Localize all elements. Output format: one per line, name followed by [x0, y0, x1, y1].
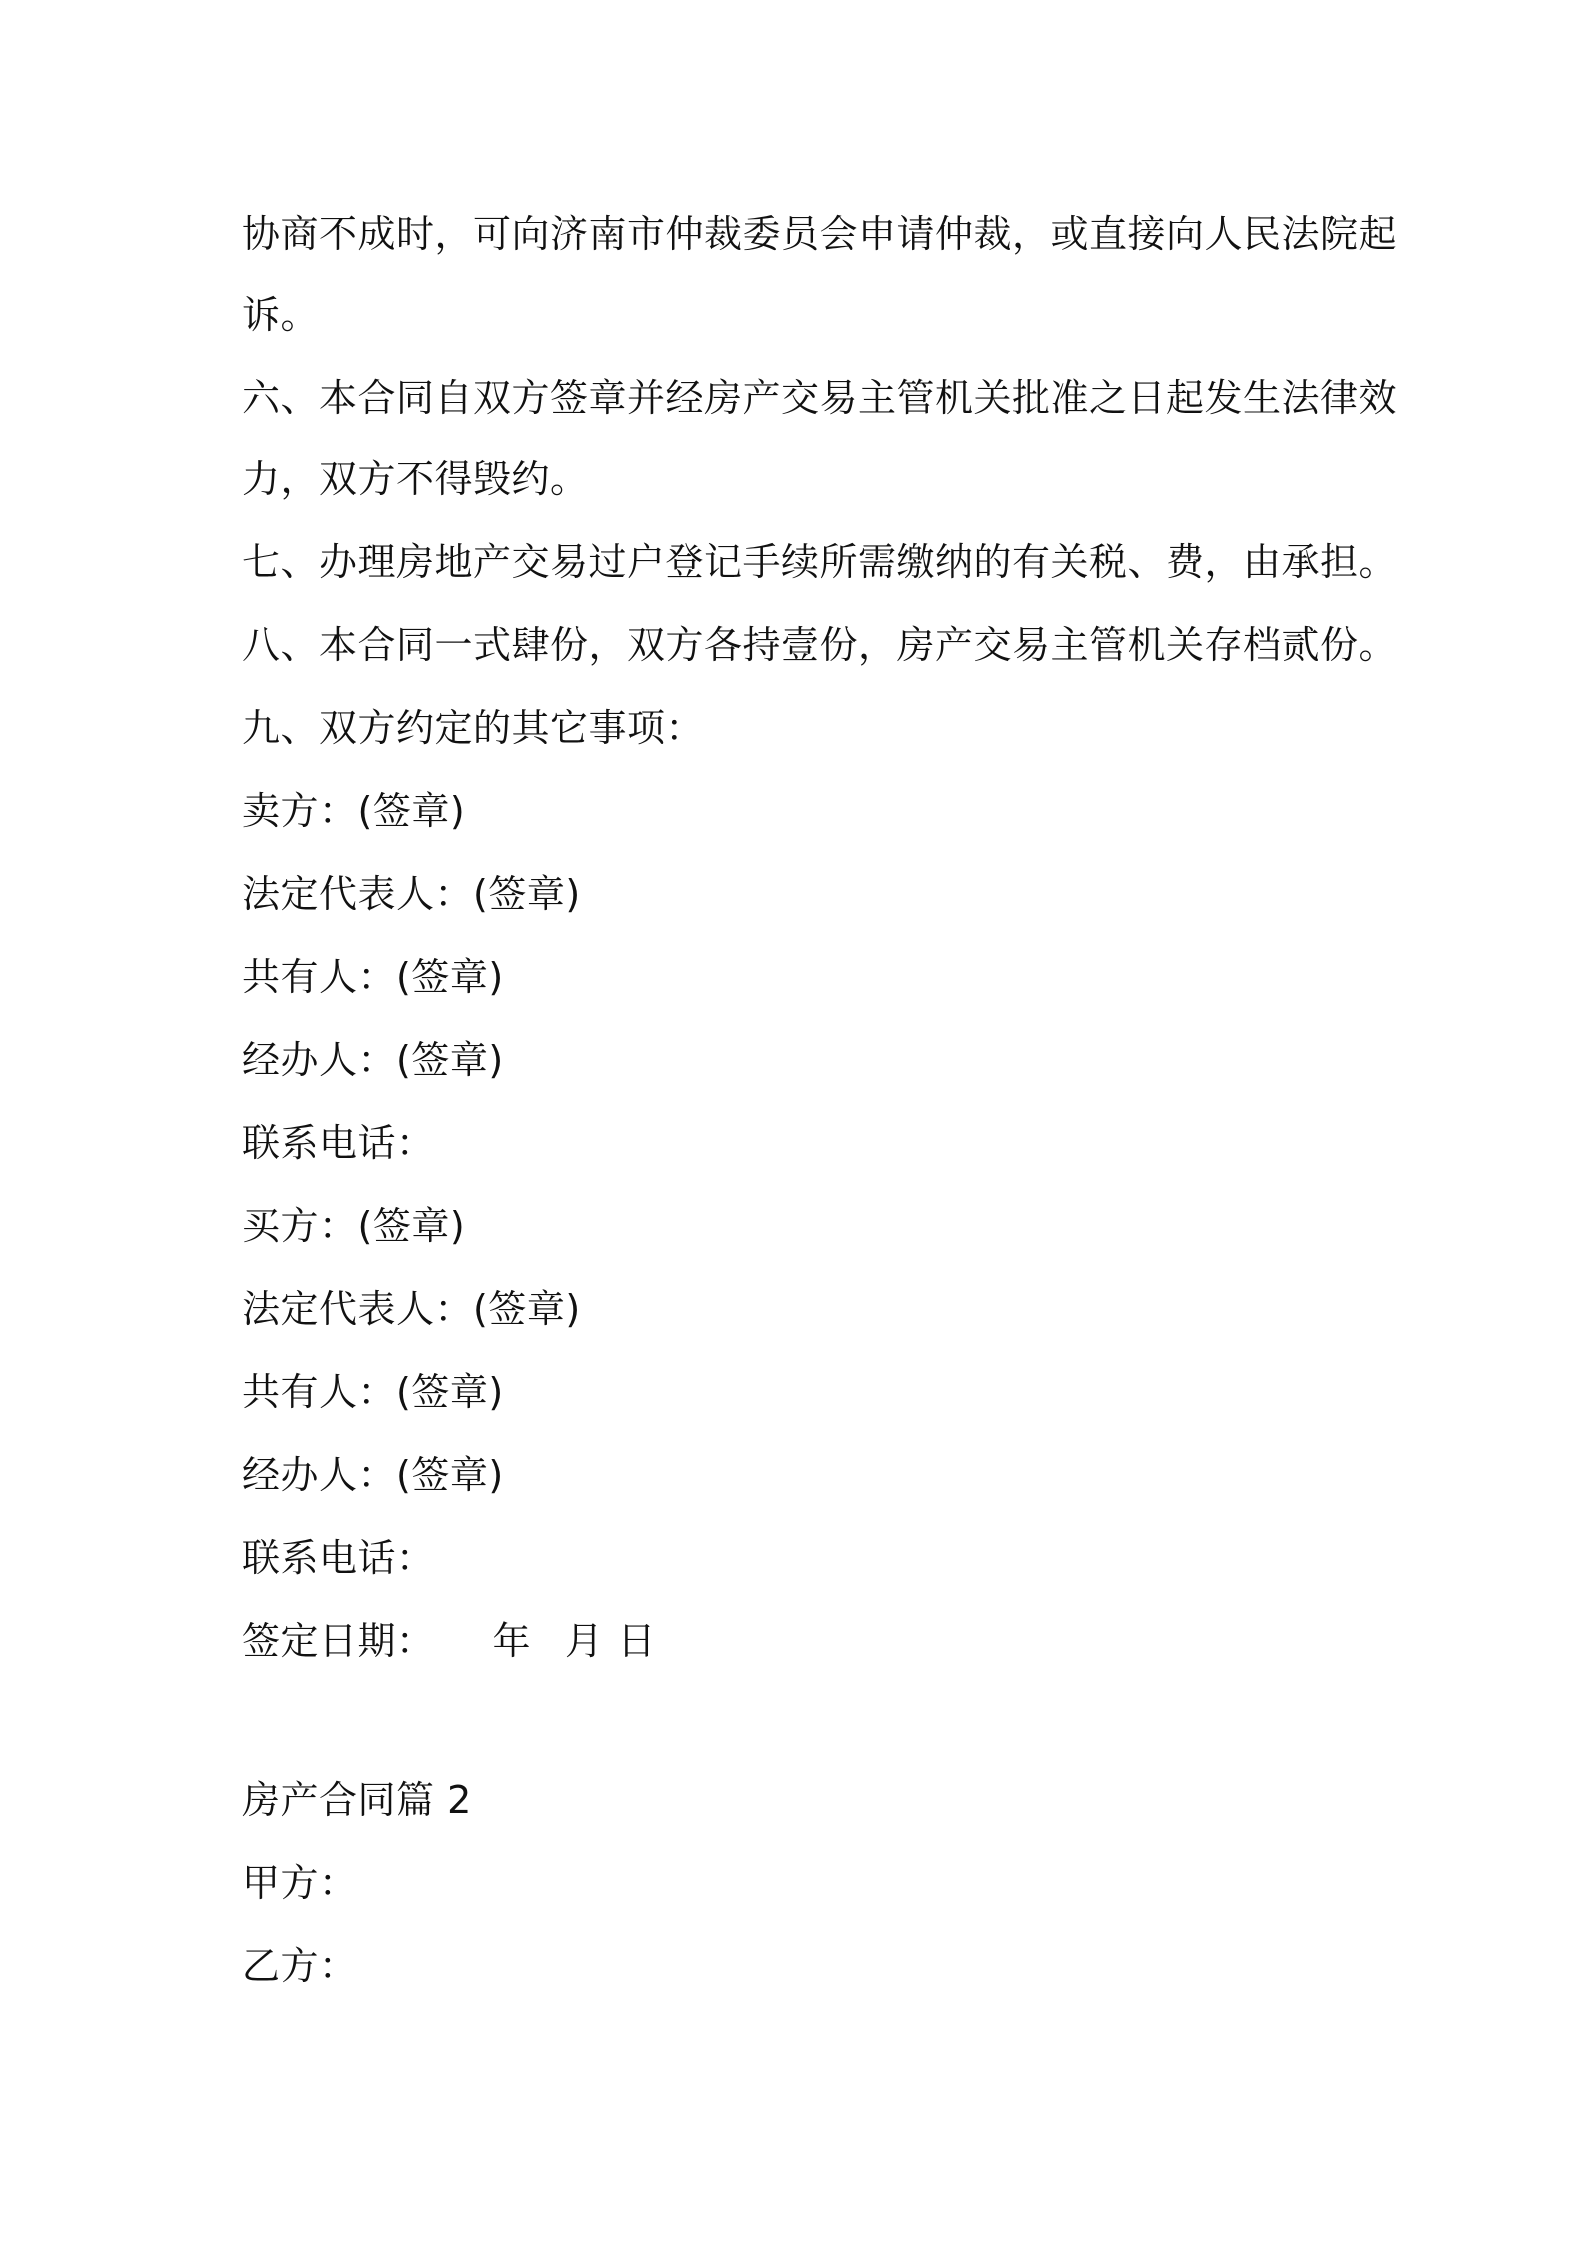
- buyer-phone: 联系电话：: [242, 1536, 435, 1580]
- party-a: 甲方：: [242, 1861, 358, 1905]
- sign-date-year: 年: [492, 1619, 532, 1663]
- buyer-signature: 买方：(签章): [242, 1204, 466, 1248]
- buyer-agent: 经办人：(签章): [242, 1453, 504, 1497]
- seller-phone: 联系电话：: [242, 1121, 435, 1165]
- seller-co-owner: 共有人：(签章): [242, 955, 504, 999]
- seller-agent: 经办人：(签章): [242, 1038, 504, 1082]
- clause-eight: 八、本合同一式肆份，双方各持壹份，房产交易主管机关存档贰份。: [242, 623, 1398, 667]
- sign-date-day: 日: [617, 1619, 657, 1663]
- sign-date-label: 签定日期：: [242, 1619, 435, 1663]
- paragraph-line: 诉。: [242, 293, 320, 337]
- paragraph-line: 协商不成时，可向济南市仲裁委员会申请仲裁，或直接向人民法院起: [242, 212, 1398, 256]
- buyer-legal-rep: 法定代表人：(签章): [242, 1287, 581, 1331]
- sign-date-month: 月: [565, 1619, 604, 1663]
- sign-date-line: [242, 1616, 656, 1666]
- clause-six-line: 六、本合同自双方签章并经房产交易主管机关批准之日起发生法律效: [242, 376, 1398, 420]
- seller-legal-rep: 法定代表人：(签章): [242, 872, 581, 916]
- section-title: 房产合同篇 2: [242, 1778, 472, 1822]
- seller-signature: 卖方：(签章): [242, 789, 466, 833]
- clause-nine: 九、双方约定的其它事项：: [242, 706, 705, 750]
- clause-seven: 七、办理房地产交易过户登记手续所需缴纳的有关税、费，由承担。: [242, 540, 1398, 584]
- party-b: 乙方：: [242, 1944, 358, 1988]
- clause-six-line: 力，双方不得毁约。: [242, 457, 589, 501]
- buyer-co-owner: 共有人：(签章): [242, 1370, 504, 1414]
